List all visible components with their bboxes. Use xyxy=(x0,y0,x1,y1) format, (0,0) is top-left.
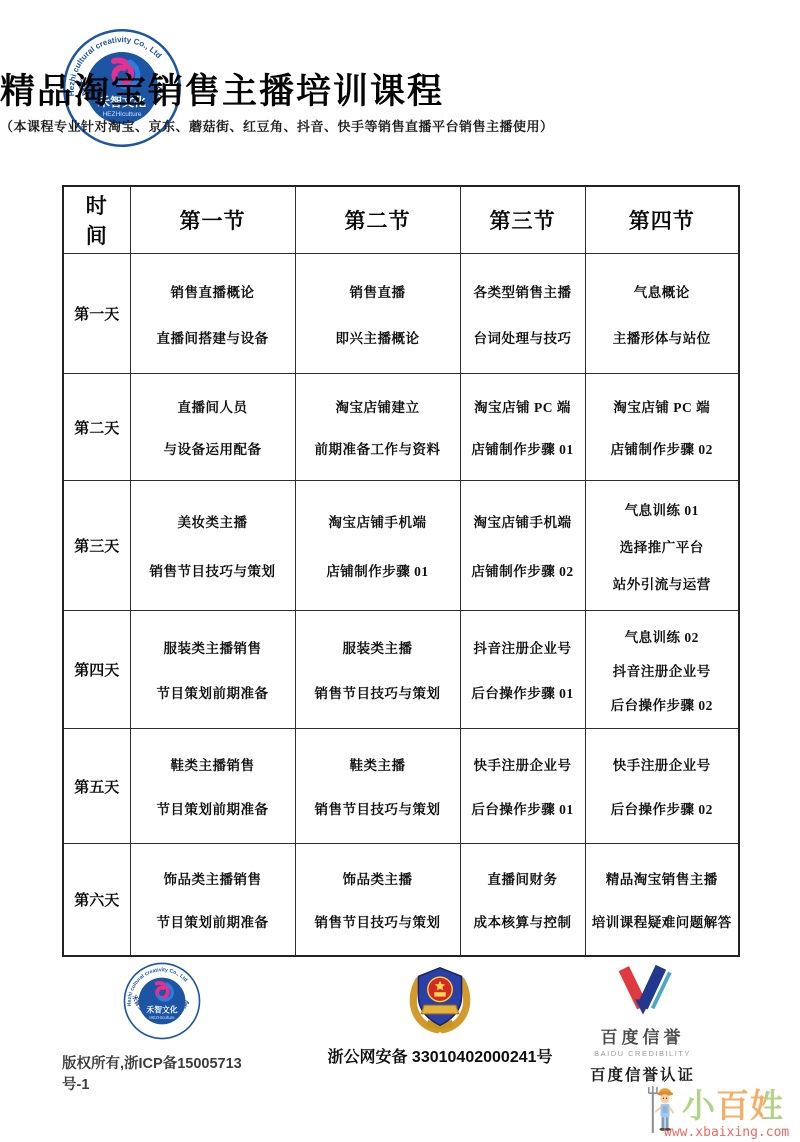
baidu-name: 百度信誉 xyxy=(600,1028,685,1047)
day-cell: 第四天 xyxy=(63,611,130,729)
section-cell: 销售直播概论 直播间搭建与设备 xyxy=(130,254,295,374)
section-cell: 服装类主播销售 节目策划前期准备 xyxy=(130,611,295,729)
section-cell: 淘宝店铺手机端 店铺制作步骤 01 xyxy=(295,481,460,611)
section-cell: 鞋类主播 销售节目技巧与策划 xyxy=(295,729,460,844)
copyright-text: 版权所有,浙ICP备15005713号-1 xyxy=(62,1056,242,1093)
section-cell: 饰品类主播销售 节目策划前期准备 xyxy=(130,844,295,956)
table-row xyxy=(63,481,739,611)
baidu-name-en: BAIDU CREDIBILITY xyxy=(594,1049,691,1058)
section-cell: 淘宝店铺 PC 端 店铺制作步骤 01 xyxy=(460,374,585,481)
section-cell: 精品淘宝销售主播 培训课程疑难问题解答 xyxy=(585,844,739,956)
section-cell: 抖音注册企业号 后台操作步骤 01 xyxy=(460,611,585,729)
watermark-name: 小百姓 xyxy=(682,1087,784,1124)
baidu-credibility-icon xyxy=(611,962,675,1020)
column-header: 时 间 xyxy=(63,186,130,254)
page-subtitle: （本课程专业针对淘宝、京东、蘑菇街、红豆角、抖音、快手等销售直播平台销售主播使用） xyxy=(0,119,554,134)
day-cell: 第一天 xyxy=(63,254,130,374)
company-logo-small-icon xyxy=(123,962,201,1040)
section-cell: 饰品类主播 销售节目技巧与策划 xyxy=(295,844,460,956)
section-cell: 鞋类主播销售 节目策划前期准备 xyxy=(130,729,295,844)
table-row xyxy=(63,611,739,729)
page-title: 精品淘宝销售主播培训课程 xyxy=(0,72,445,111)
table-row xyxy=(63,729,739,844)
police-badge-group xyxy=(320,958,560,1067)
day-cell: 第六天 xyxy=(63,844,130,956)
section-cell: 快手注册企业号 后台操作步骤 02 xyxy=(585,729,739,844)
table-row xyxy=(63,254,739,374)
section-cell: 淘宝店铺建立 前期准备工作与资料 xyxy=(295,374,460,481)
police-badge-icon xyxy=(404,958,476,1038)
section-cell: 气息训练 01 选择推广平台 站外引流与运营 xyxy=(585,481,739,611)
table-header-row xyxy=(63,186,739,254)
section-cell: 气息概论 主播形体与站位 xyxy=(585,254,739,374)
table-body xyxy=(63,254,739,956)
section-cell: 各类型销售主播 台词处理与技巧 xyxy=(460,254,585,374)
table-row xyxy=(63,844,739,956)
column-header: 第一节 xyxy=(130,186,295,254)
baidu-badge-group xyxy=(560,962,725,1085)
watermark-url: www.xbaixing.com xyxy=(664,1125,790,1140)
site-watermark xyxy=(646,1080,796,1142)
table-row xyxy=(63,374,739,481)
icp-badge-group xyxy=(62,962,262,1094)
column-header: 第三节 xyxy=(460,186,585,254)
section-cell: 快手注册企业号 后台操作步骤 01 xyxy=(460,729,585,844)
section-cell: 销售直播 即兴主播概论 xyxy=(295,254,460,374)
section-cell: 美妆类主播 销售节目技巧与策划 xyxy=(130,481,295,611)
column-header: 第二节 xyxy=(295,186,460,254)
column-header: 第四节 xyxy=(585,186,739,254)
section-cell: 淘宝店铺 PC 端 店铺制作步骤 02 xyxy=(585,374,739,481)
course-table xyxy=(62,185,740,957)
section-cell: 服装类主播 销售节目技巧与策划 xyxy=(295,611,460,729)
section-cell: 直播间财务 成本核算与控制 xyxy=(460,844,585,956)
baidu-caption: 百度信誉认证 xyxy=(589,1067,695,1084)
police-record-text: 浙公网安备 33010402000241号 xyxy=(327,1049,553,1066)
section-cell: 直播间人员 与设备运用配备 xyxy=(130,374,295,481)
day-cell: 第五天 xyxy=(63,729,130,844)
day-cell: 第二天 xyxy=(63,374,130,481)
section-cell: 淘宝店铺手机端 店铺制作步骤 02 xyxy=(460,481,585,611)
day-cell: 第三天 xyxy=(63,481,130,611)
section-cell: 气息训练 02 抖音注册企业号 后台操作步骤 02 xyxy=(585,611,739,729)
